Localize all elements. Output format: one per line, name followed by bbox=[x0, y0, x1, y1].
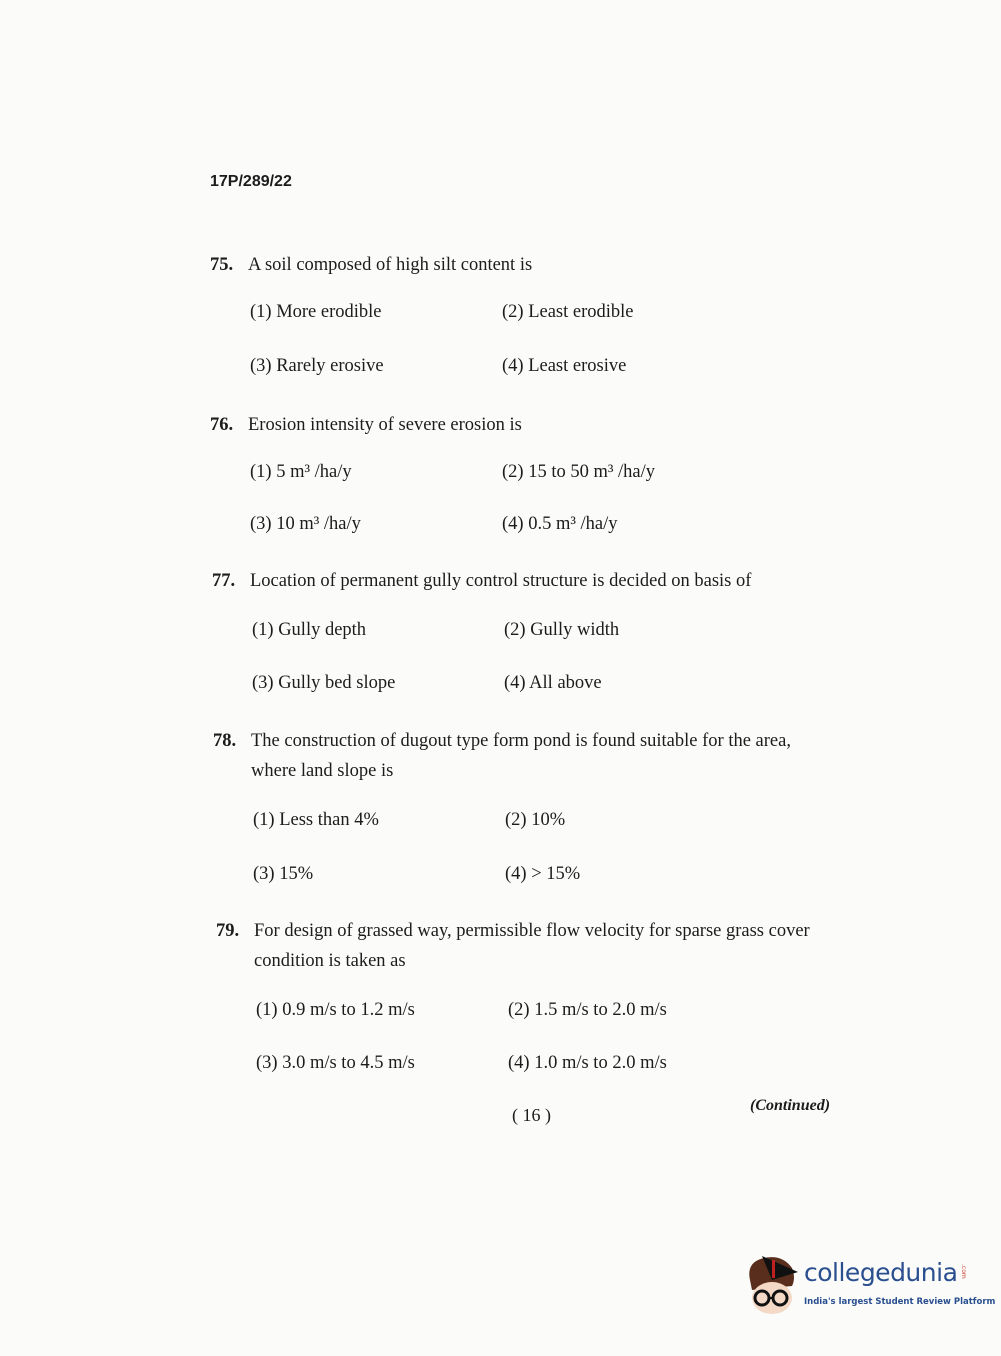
option-3: (3) 10 m³ /ha/y bbox=[250, 514, 361, 534]
question-number: 78. bbox=[213, 731, 237, 751]
question-text: For design of grassed way, permissible flow velocity for sparse grass cover condition is taken as bbox=[254, 921, 810, 971]
question-number: 77. bbox=[212, 571, 236, 591]
paper-code: 17P/289/22 bbox=[210, 173, 292, 190]
option-4: (4) > 15% bbox=[505, 864, 581, 884]
question-76 bbox=[210, 410, 828, 440]
option-3: (3) Gully bed slope bbox=[252, 673, 396, 693]
question-77 bbox=[212, 566, 830, 596]
option-4: (4) 0.5 m³ /ha/y bbox=[502, 514, 618, 534]
question-text: A soil composed of high silt content is bbox=[248, 255, 533, 275]
collegedunia-logo bbox=[742, 1250, 996, 1320]
question-text: Erosion intensity of severe erosion is bbox=[248, 415, 522, 435]
option-2: (2) 15 to 50 m³ /ha/y bbox=[502, 462, 656, 482]
option-3: (3) 15% bbox=[253, 864, 314, 884]
option-4: (4) 1.0 m/s to 2.0 m/s bbox=[508, 1053, 667, 1073]
question-number: 75. bbox=[210, 255, 234, 275]
option-2: (2) 10% bbox=[505, 810, 566, 830]
option-2: (2) Gully width bbox=[504, 620, 620, 640]
mascot-icon bbox=[742, 1250, 802, 1320]
continued-label: (Continued) bbox=[750, 1097, 831, 1114]
brand-suffix: .com bbox=[960, 1264, 967, 1279]
option-2: (2) Least erodible bbox=[502, 302, 634, 322]
option-4: (4) Least erosive bbox=[502, 356, 627, 376]
question-78 bbox=[213, 726, 831, 786]
brand-name: collegedunia bbox=[804, 1258, 958, 1287]
option-1: (1) More erodible bbox=[250, 302, 382, 322]
option-1: (1) Gully depth bbox=[252, 620, 367, 640]
brand-tagline: India's largest Student Review Platform bbox=[804, 1297, 996, 1307]
question-number: 79. bbox=[216, 921, 240, 941]
question-text: Location of permanent gully control structure is decided on basis of bbox=[250, 571, 752, 591]
option-3: (3) Rarely erosive bbox=[250, 356, 384, 376]
option-2: (2) 1.5 m/s to 2.0 m/s bbox=[508, 1000, 667, 1020]
question-75 bbox=[210, 250, 828, 280]
question-number: 76. bbox=[210, 415, 234, 435]
option-1: (1) 5 m³ /ha/y bbox=[250, 462, 352, 482]
page-number: ( 16 ) bbox=[512, 1105, 551, 1125]
question-79 bbox=[216, 916, 834, 976]
option-4: (4) All above bbox=[504, 673, 602, 693]
option-1: (1) Less than 4% bbox=[253, 810, 379, 830]
option-3: (3) 3.0 m/s to 4.5 m/s bbox=[256, 1053, 415, 1073]
question-text: The construction of dugout type form pond is found suitable for the area, where land slope is bbox=[251, 731, 791, 781]
option-1: (1) 0.9 m/s to 1.2 m/s bbox=[256, 1000, 415, 1020]
